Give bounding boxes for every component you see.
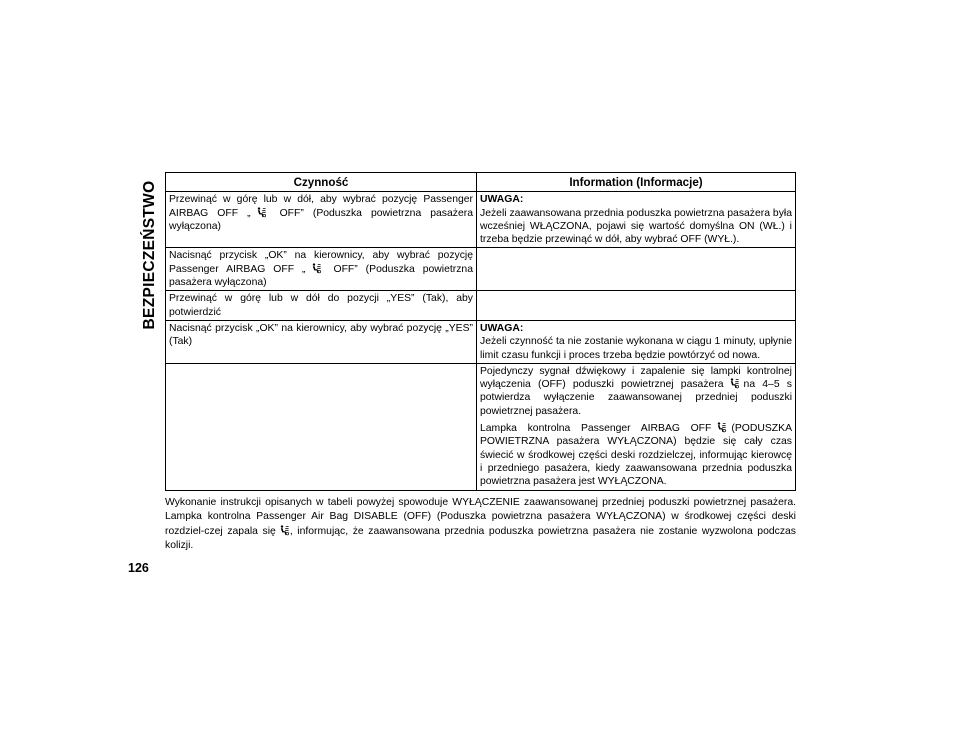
section-side-title	[140, 172, 160, 337]
section-title-text: BEZPIECZEŃSTWO	[141, 180, 158, 329]
table-row	[166, 192, 796, 248]
action-cell	[166, 248, 477, 291]
table-row	[166, 291, 796, 321]
info-text-after: na 4–5 s potwierdza wyłączenie zaawansowanej przedniej poduszki powietrznej pasażera.	[480, 379, 792, 417]
information-cell	[477, 192, 796, 248]
note-heading: UWAGA:	[480, 322, 524, 334]
table-row	[166, 320, 796, 363]
page-content	[165, 172, 796, 554]
action-cell: Przewinąć w górę lub w dół do pozycji „YES” (Tak), aby potwierdzić	[166, 291, 477, 321]
action-cell	[166, 363, 477, 490]
header-information: Information (Informacje)	[477, 173, 796, 192]
action-cell	[166, 192, 477, 248]
information-cell	[477, 291, 796, 321]
action-text-after: OFF” (Poduszka powietrzna pasażera wyłączona)	[169, 263, 473, 289]
table-row	[166, 248, 796, 291]
note-text: Jeżeli zaawansowana przednia poduszka powietrzna pasażera była wcześniej WŁĄCZONA, pojawi się wartość domyślna ON (WŁ.) i trzeba będzie przewinąć w dół, aby wybrać OFF (WYŁ.).	[480, 207, 792, 246]
info-text-after: (PODUSZKA POWIETRZNA pasażera WYŁĄCZONA) będzie się cały czas świecić w środkowej części deski rozdzielczej, informując kierowcę i przedniego pasażera, kiedy zaawansowana przednia poduszka powietrzna pasażera jest WYŁĄCZONA.	[480, 423, 792, 488]
action-text-before: Nacisnąć przycisk „OK” na kierownicy, aby wybrać pozycję Passenger AIRBAG OFF „	[169, 250, 473, 275]
table-header-row	[166, 173, 796, 192]
note-heading: UWAGA:	[480, 194, 524, 206]
airbag-off-icon	[311, 263, 321, 274]
airbag-off-icon	[716, 422, 726, 433]
summary-text-before: Wykonanie instrukcji opisanych w tabeli powyżej spowoduje WYŁĄCZENIE zaawansowanej przedniej poduszki powietrznej pasażera. Lampka kontrolna Passenger Air Bag DISABLE (OFF) (Poduszka powietrzna pasażera WYŁĄCZONA) w środkowej części deski rozdziel-czej zapala się	[165, 496, 796, 537]
note-text: Jeżeli czynność ta nie zostanie wykonana w ciągu 1 minuty, upłynie limit czasu funkcji i proces trzeba będzie powtórzyć od nowa.	[480, 336, 792, 361]
information-cell	[477, 248, 796, 291]
header-action: Czynność	[166, 173, 477, 192]
action-text-before: Przewinąć w górę lub w dół, aby wybrać pozycję Passenger AIRBAG OFF „	[169, 194, 473, 219]
page-number: 126	[128, 561, 149, 575]
table-row	[166, 363, 796, 490]
airbag-off-icon	[279, 525, 289, 536]
summary-paragraph	[165, 496, 796, 554]
airbag-off-icon	[729, 378, 739, 389]
info-text-before: Lampka kontrolna Passenger AIRBAG OFF	[480, 423, 712, 435]
info-paragraph	[480, 422, 792, 488]
information-cell	[477, 320, 796, 363]
summary-text-after: , informując, że zaawansowana przednia poduszka powietrzna pasażera nie zostanie wyzwolona podczas kolizji.	[165, 525, 797, 552]
action-text-after: OFF” (Poduszka powietrzna pasażera wyłączona)	[169, 207, 473, 232]
information-cell	[477, 363, 796, 490]
instruction-table	[165, 172, 796, 491]
info-paragraph	[480, 365, 792, 418]
info-text-before: Pojedynczy sygnał dźwiękowy i zapalenie się lampki kontrolnej wyłączenia (OFF) poduszki powietrznej pasażera	[480, 365, 792, 391]
action-cell: Nacisnąć przycisk „OK” na kierownicy, aby wybrać pozycję „YES” (Tak)	[166, 320, 477, 363]
airbag-off-icon	[256, 207, 266, 218]
